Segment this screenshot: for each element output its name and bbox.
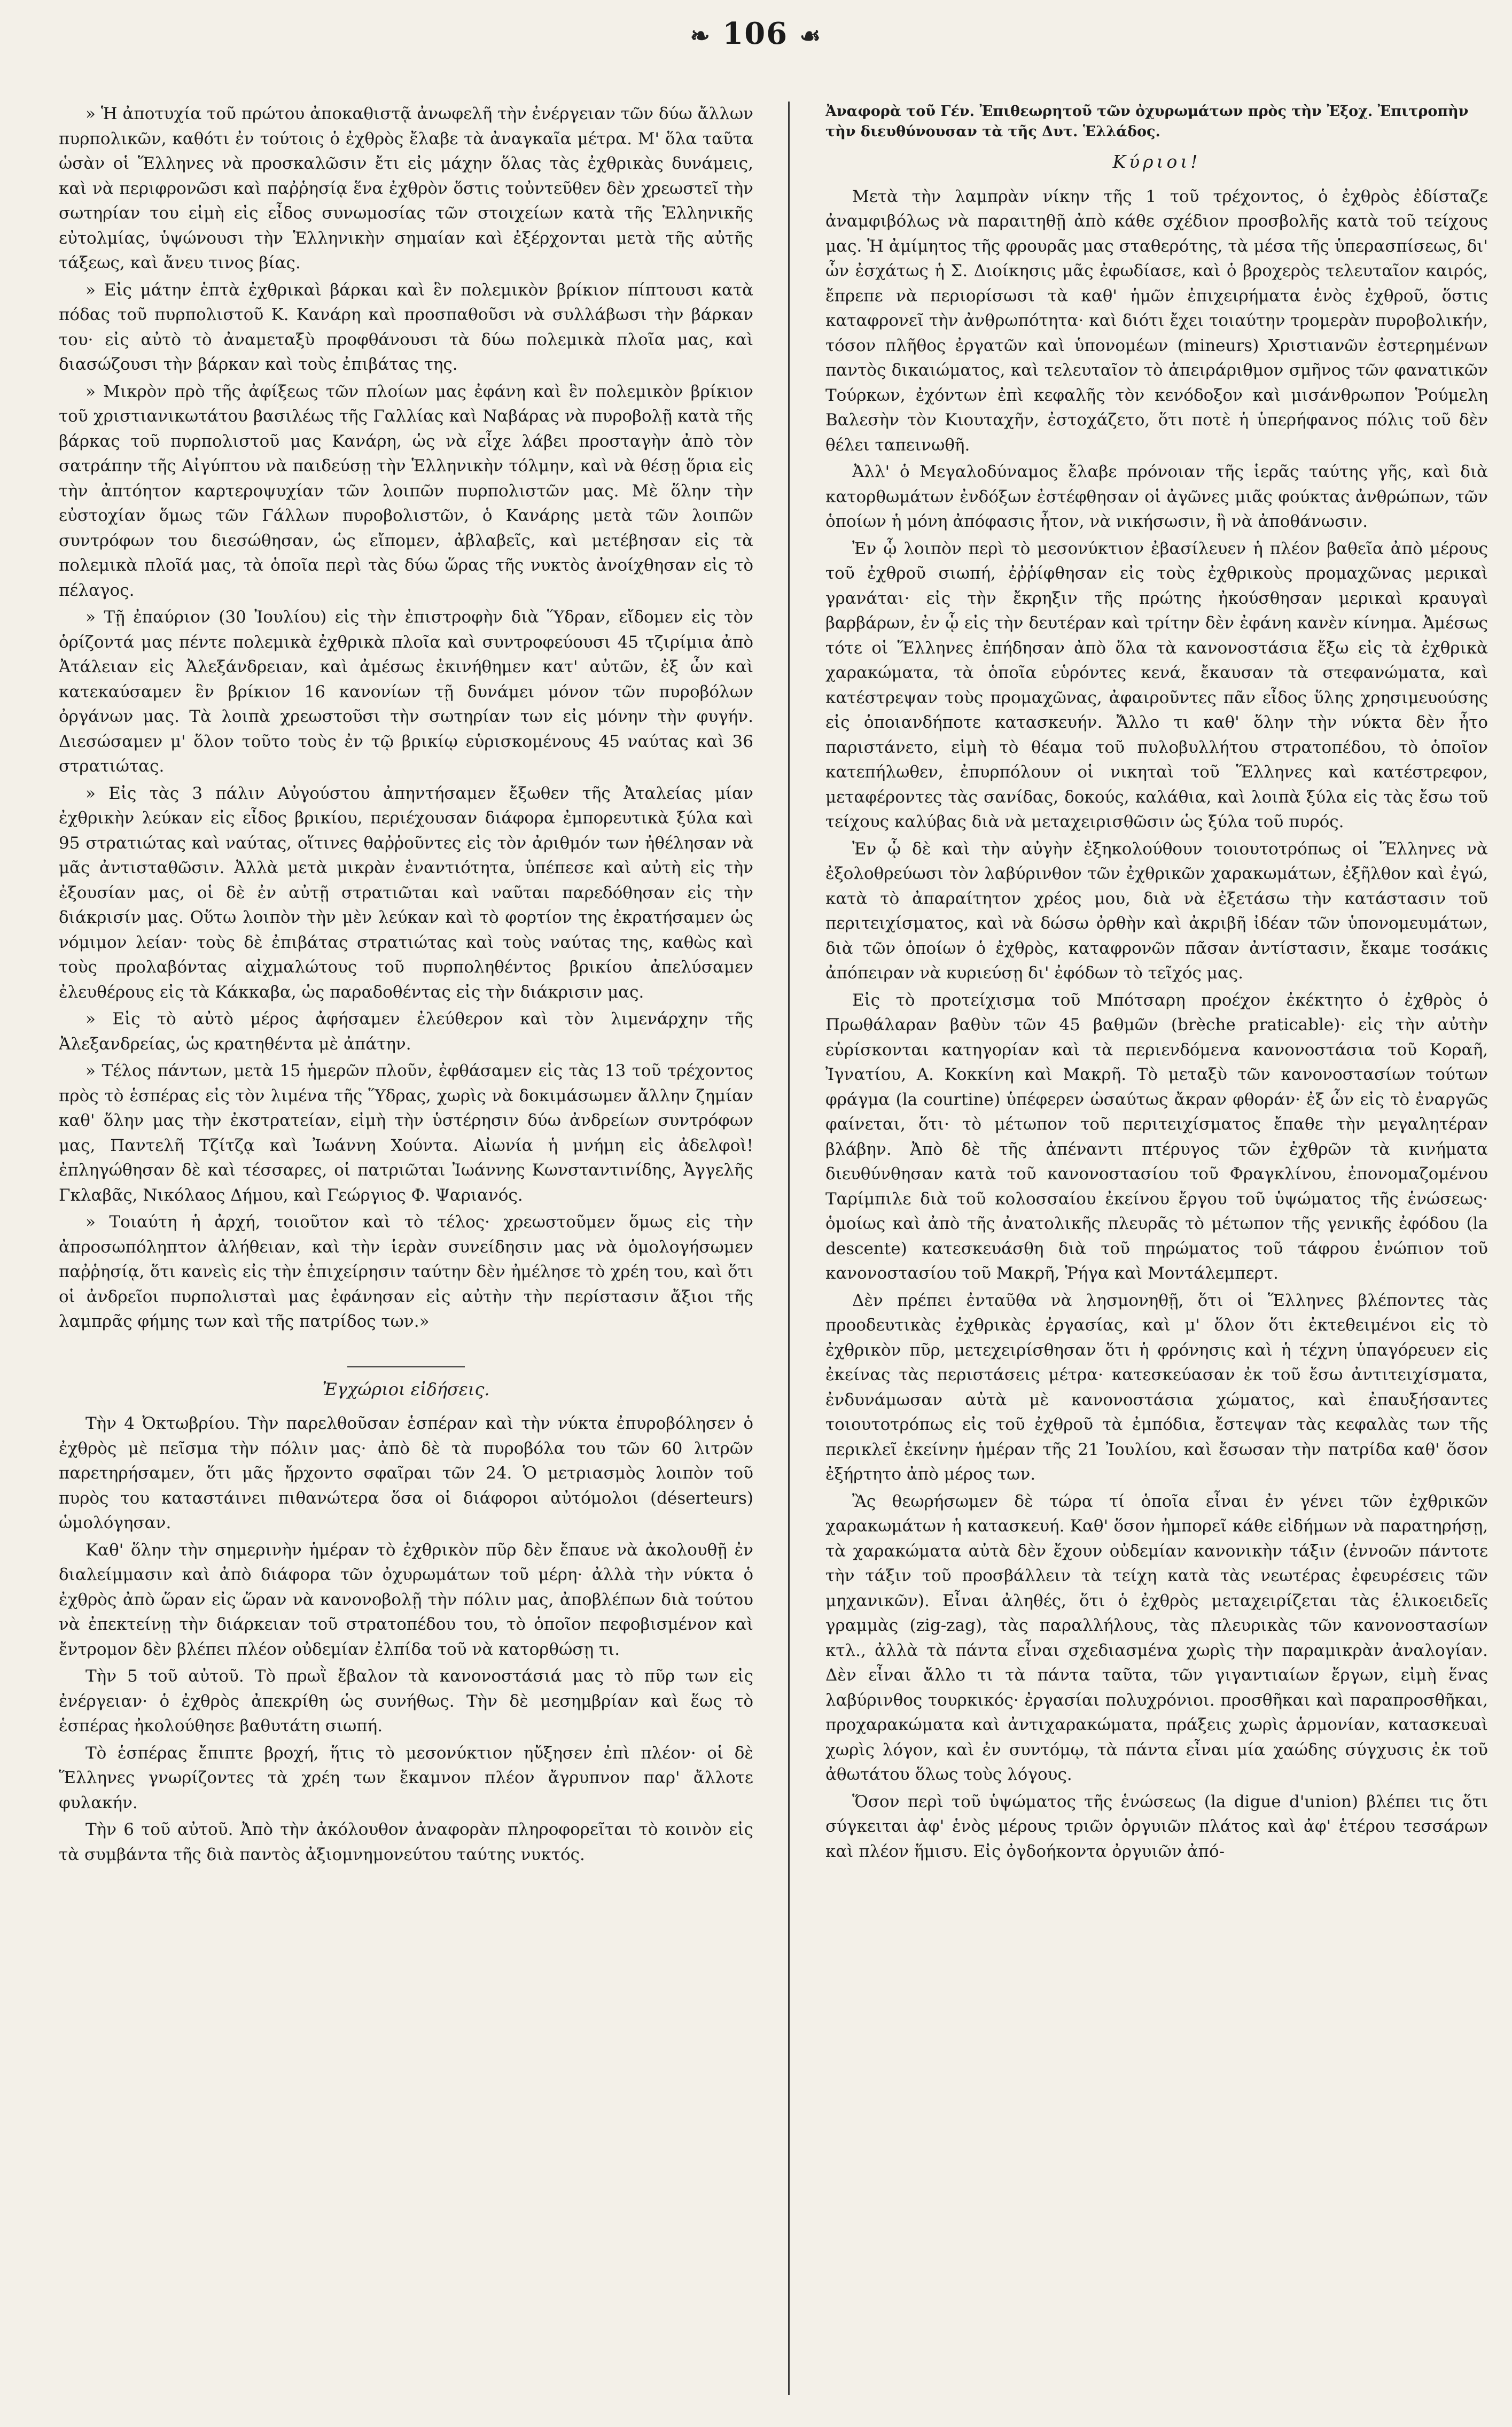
- report-paragraph: Εἰς τὸ προτείχισμα τοῦ Μπότσαρη προέχον ἐκέκτητο ὁ ἐχθρὸς ὁ Πρωθάλαραν βαθὺν τῶν 45 βαθμῶν (brèche praticable)· εἰς τὴν αὐτὴν εὑρίσκονται κατηγορίαν καὶ τὰ περιενδόμενα κανονοστάσια τοῦ Κοραῆ, Ἰγνατίου, Α. Κοκκίνη καὶ Μακρῆ. Τὸ μεταξὺ τῶν κανονοστασίων τούτων φράγμα (la courtine) ὑπέφερεν ὡσαύτως ἄκραν φθοράν· ἐξ ὧν εἰς τὸ ἐναργῶς φαίνεται, ὅτι· τὸ μέτωπον τοῦ περιτειχίσματος ἔπαθε τὴν μεγαλητέραν βλάβην. Ἀπὸ δὲ τῆς ἀπέναντι πτέρυγος τῶν ἐχθρῶν τὰ κινήματα διευθύνθησαν κατὰ τοῦ κανονοστασίου τοῦ Φραγκλίνου, ἐπονομαζομένου Ταρίμπιλε διὰ τοῦ κολοσσαίου ἐκείνου ἔργου τοῦ ὑψώματος τῆς ἑνώσεως· ὁμοίως καὶ ἀπὸ τῆς ἀνατολικῆς πλευρᾶς τὸ μέτωπον τῆς γενικῆς ἐφόδου (la descente) κατεσκευάσθη διὰ τοῦ πηρώματος τοῦ τάφρου ἐνώπιον τοῦ κανονοστασίου τοῦ Μακρῆ, Ῥήγα καὶ Μοντάλεμπερτ.: [825, 990, 1488, 1283]
- report-paragraph: Δὲν πρέπει ἐνταῦθα νὰ λησμονηθῇ, ὅτι οἱ Ἕλληνες βλέποντες τὰς προοδευτικὰς ἐχθρικὰς ἐργασίας, καὶ μ' ὅλον ὅτι ἐκτεθειμένοι εἰς τὸ ἐχθρικὸν πῦρ, μετεχειρίσθησαν ὅτι ἡ φρόνησις καὶ ἡ τέχνη ὑπαγόρευεν εἰς ἐκείνας τὰς περιστάσεις μέτρα· κατεσκεύασαν ἐκ τοῦ ἔσω ἀντιτειχίσματα, ἐνδυνάμωσαν αὐτὰ μὲ κανονοστάσια χώματος, καὶ ἐπαυξήσαντες τοιουτοτρόπως εἰς τοῦ ἐχθροῦ τὰ ἐμπόδια, ἔστεψαν τὰς κεφαλὰς των τῆς περικλεῖ ἐκείνην ἡμέραν τῆς 21 Ἰουλίου, καὶ ἔσωσαν τὴν πατρίδα καθ' ὅσον ἐξήρτητο ἀπὸ μέρος των.: [825, 1290, 1488, 1484]
- page-number: 106: [722, 16, 789, 51]
- report-paragraph: Ἐν ᾧ δὲ καὶ τὴν αὐγὴν ἐξηκολούθουν τοιουτοτρόπως οἱ Ἕλληνες νὰ ἐξολοθρεύωσι τὸν λαβύρινθον τῶν ἐχθρικῶν χαρακωμάτων, ἐξῆλθον καὶ ἐγώ, κατὰ τὸ ἀπαραίτητον χρέος μου, διὰ νὰ ἐξετάσω τὴν κατάστασιν τοῦ περιτειχίσματος, καὶ νὰ δώσω ὀρθὴν καὶ ἀκριβῆ ἰδέαν τῶν ὑπονομευμάτων, διὰ τῶν ὁποίων ὁ ἐχθρὸς, καταφρονῶν πᾶσαν ἀντίστασιν, ἔκαμε τοσάκις ἀπόπειραν νὰ κυριεύσῃ δι' ἐφόδων τὸ τεῖχός μας.: [825, 839, 1488, 983]
- news-paragraph: Τὴν 6 τοῦ αὐτοῦ. Ἀπὸ τὴν ἀκόλουθον ἀναφορὰν πληροφορεῖται τὸ κοινὸν εἰς τὰ συμβάντα τῆς διὰ παντὸς ἀξιομνημονεύτου ταύτης νυκτός.: [59, 1820, 753, 1864]
- salutation: Κύριοι!: [1112, 151, 1201, 172]
- article-paragraph: » Τοιαύτη ἡ ἀρχή, τοιοῦτον καὶ τὸ τέλος· χρεωστοῦμεν ὅμως εἰς τὴν ἀπροσωπόληπτον ἀλήθειαν, καὶ τὴν ἱερὰν συνείδησιν μας νὰ ὁμολογήσωμεν παῤῥησίᾳ, ὅτι κανεὶς εἰς τὴν ἐπιχείρησιν ταύτην δὲν ἠμέλησε τὸ χρέη του, καὶ ὅτι οἱ ἀνδρεῖοι πυρπολισταὶ μας ἐφάνησαν εἰς αὐτὴν τὴν περίστασιν ἄξιοι τῆς λαμπρᾶς φήμης των καὶ τῆς πατρίδος των.»: [59, 1212, 753, 1331]
- report-paragraph: Ἂς θεωρήσωμεν δὲ τώρα τί ὁποῖα εἶναι ἐν γένει τῶν ἐχθρικῶν χαρακωμάτων ἡ κατασκευή. Καθ' ὅσον ἠμπορεῖ κάθε εἰδήμων νὰ παρατηρήσῃ, τὰ χαρακώματα αὐτὰ δὲν ἔχουν οὐδεμίαν κανονικὴν τάξιν (ἐννοῶν πάντοτε τὴν τάξιν τοῦ προσβάλλειν τὰ τείχη κατὰ τὰς νεωτέρας ἐφευρέσεις τῶν μηχανικῶν). Εἶναι ἀληθές, ὅτι ὁ ἐχθρὸς μεταχειρίζεται τὰς ἑλικοειδεῖς γραμμὰς (zig-zag), τὰς παραλλήλους, τὰς πλευρικὰς τῶν κανονοστασίων κτλ., ἀλλὰ τὰ πάντα εἶναι σχεδιασμένα χωρὶς τὴν παραμικρὰν ἀναλογίαν. Δὲν εἶναι ἄλλο τι τὰ πάντα ταῦτα, τῶν γιγαντιαίων ἔργων, εἰμὴ ἕνας λαβύρινθος τουρκικός· ἐργασίαι πολυχρόνιοι. προσθῆκαι καὶ παραπροσθῆκαι, προχαρακώματα καὶ ἀντιχαρακώματα, πράξεις χωρὶς ἁρμονίαν, κατασκευαὶ χωρὶς λόγον, καὶ ἐν συντόμῳ, τὰ πάντα εἶναι μία χαώδης σύγχυσις ἐκ τοῦ ἀθωτάτου ὅλως τοὺς λόγους.: [825, 1491, 1488, 1784]
- report-paragraph: Ὅσον περὶ τοῦ ὑψώματος τῆς ἑνώσεως (la digue d'union) βλέπει τις ὅτι σύγκειται ἀφ' ἑνὸς μέρους τριῶν ὀργυιῶν πλάτος καὶ ἀφ' ἑτέρου τεσσάρων καὶ πλέον ἥμισυ. Εἰς ὀγδοήκοντα ὀργυιῶν ἀπό-: [825, 1792, 1488, 1861]
- ornament-right-icon: ☙: [799, 22, 822, 50]
- report-paragraph: Ἀλλ' ὁ Μεγαλοδύναμος ἔλαβε πρόνοιαν τῆς ἱερᾶς ταύτης γῆς, καὶ διὰ κατορθωμάτων ἐνδόξων ἐστέφθησαν οἱ ἀγῶνες μιᾶς φούκτας ἀνθρώπων, τῶν ὁποίων ἡ μόνη ἀπόφασις ἦτον, νὰ νικήσωσιν, ἢ νὰ ἀποθάνωσιν.: [825, 462, 1488, 531]
- right-column: [825, 102, 1488, 2411]
- article-paragraph: » Εἰς τὸ αὐτὸ μέρος ἀφήσαμεν ἐλεύθερον καὶ τὸν λιμενάρχην τῆς Ἀλεξανδρείας, ὡς κρατηθέντα μὲ ἀπάτην.: [59, 1009, 753, 1054]
- news-paragraph: Τὸ ἑσπέρας ἔπιπτε βροχή, ἥτις τὸ μεσονύκτιον ηὔξησεν ἐπὶ πλέον· οἱ δὲ Ἕλληνες γνωρίζοντες τὰ χρέη των ἔκαμνον πλέον ἄγρυπνον παρ' ἄλλοτε φυλακήν.: [59, 1743, 753, 1813]
- column-divider: [788, 102, 790, 2395]
- article-paragraph: » Τῇ ἐπαύριον (30 Ἰουλίου) εἰς τὴν ἐπιστροφὴν διὰ Ὕδραν, εἴδομεν εἰς τὸν ὁρίζοντά μας πέντε πολεμικὰ ἐχθρικὰ πλοῖα καὶ συντροφεύουσι 45 τζιρίμια ἀπὸ Ἀτάλειαν εἰς Ἀλεξάνδρειαν, καὶ ἀμέσως ἐκινήθημεν κατ' αὐτῶν, ἐξ ὧν καὶ κατεκαύσαμεν ἓν βρίκιον 16 κανονίων τῇ δυνάμει μόνον τῶν πυροβόλων ὀργάνων μας. Τὰ λοιπὰ χρεωστοῦσι τὴν σωτηρίαν των εἰς μόνην τὴν φυγήν. Διεσώσαμεν μ' ὅλον τοῦτο τοὺς ἐν τῷ βρικίῳ εὑρισκομένους 45 ναύτας καὶ 36 στρατιώτας.: [59, 608, 753, 776]
- section-title: Ἐγχώριοι εἰδήσεις.: [59, 1366, 753, 1402]
- news-paragraph: Τὴν 4 Ὀκτωβρίου. Τὴν παρελθοῦσαν ἑσπέραν καὶ τὴν νύκτα ἐπυροβόλησεν ὁ ἐχθρὸς μὲ πεῖσμα τὴν πόλιν μας· ἀπὸ δὲ τὰ πυροβόλα του τῶν 60 λιτρῶν παρετηρήσαμεν, ὅτι μᾶς ἤρχοντο σφαῖραι τῶν 24. Ὁ μετριασμὸς λοιπὸν τοῦ πυρὸς του καταστάινει πιθανώτερα ὅσα οἱ διάφοροι αὐτόμολοι (déserteurs) ὡμολόγησαν.: [59, 1414, 753, 1533]
- article-paragraph: » Εἰς τὰς 3 πάλιν Αὐγούστου ἀπηντήσαμεν ἔξωθεν τῆς Ἀταλείας μίαν ἐχθρικὴν λεύκαν εἰς εἶδος βρικίου, περιέχουσαν διάφορα ἐμπορευτικὰ ξύλα καὶ 95 στρατιώτας καὶ ναύτας, οἵτινες θαῤῥοῦντες εἰς τὸν ἀριθμόν των ἠθέλησαν νὰ μᾶς ἀντισταθῶσιν. Ἀλλὰ μετὰ μικρὰν ἐναντιότητα, ὑπέπεσε καὶ αὐτὴ εἰς τὴν ἐξουσίαν μας, οἱ δὲ ἐν αὐτῇ στρατιῶται καὶ ναῦται παρεδόθησαν εἰς τὴν διάκρισίν μας. Οὕτω λοιπὸν τὴν μὲν λεύκαν καὶ τὸ φορτίον της ἐκρατήσαμεν ὡς νόμιμον λείαν· τοὺς δὲ ἐπιβάτας στρατιώτας καὶ τοὺς ναύτας της, καθὼς καὶ τοὺς προλαβόντας αἰχμαλώτους τοῦ πυρποληθέντος βρικίου ἀπελύσαμεν ἐλευθέρους εἰς τὰ Κάκκαβα, ὡς παραδοθέντας εἰς τὴν διάκρισιν μας.: [59, 783, 753, 1002]
- page-header: [0, 16, 1512, 64]
- report-title: Ἀναφορὰ τοῦ Γέν. Ἐπιθεωρητοῦ τῶν ὀχυρωμάτων πρὸς τὴν Ἐξοχ. Ἐπιτροπὴν τὴν διευθύνουσαν τὰ τῆς Δυτ. Ἑλλάδος.: [825, 103, 1469, 140]
- ornament-left-icon: ❧: [690, 22, 711, 50]
- article-paragraph: » Εἰς μάτην ἑπτὰ ἐχθρικαὶ βάρκαι καὶ ἓν πολεμικὸν βρίκιον πίπτουσι κατὰ πόδας τοῦ πυρπολιστοῦ Κ. Κανάρη καὶ προσπαθοῦσι νὰ συλλάβωσι τὴν βάρκαν του· εἰς αὐτὸ τὸ ἀναμεταξὺ προφθάνουσι τὰ δύω πολεμικὰ πλοῖα μας, καὶ διασώζουσι τὴν βάρκαν καὶ τοὺς ἐπιβάτας της.: [59, 280, 753, 374]
- article-paragraph: » Τέλος πάντων, μετὰ 15 ἡμερῶν πλοῦν, ἐφθάσαμεν εἰς τὰς 13 τοῦ τρέχοντος πρὸς τὸ ἑσπέρας εἰς τὸν λιμένα τῆς Ὕδρας, χωρὶς νὰ δοκιμάσωμεν ἄλλην ζημίαν καθ' ὅλην μας τὴν ἐκστρατείαν, εἰμὴ τὴν ὑστέρησιν δύω ἀνδρείων συντρόφων μας, Παντελῆ Τζίτζᾳ καὶ Ἰωάννη Χούντα. Αἰωνία ἡ μνήμη εἰς ἀδελφοὶ! ἐπληγώθησαν δὲ καὶ τέσσαρες, οἱ πατριῶται Ἰωάννης Κωνσταντινίδης, Ἀγγελῆς Γκλαβᾶς, Νικόλαος Δήμου, καὶ Γεώργιος Φ. Ψαριανός.: [59, 1061, 753, 1205]
- article-paragraph: » Μικρὸν πρὸ τῆς ἀφίξεως τῶν πλοίων μας ἐφάνη καὶ ἓν πολεμικὸν βρίκιον τοῦ χριστιανικωτάτου βασιλέως τῆς Γαλλίας καὶ Ναβάρας νὰ πυροβολῇ κατὰ τῆς βάρκας τοῦ πυρπολιστοῦ μας Κανάρη, ὡς νὰ εἶχε λάβει προσταγὴν ἀπὸ τὸν σατράπην τῆς Αἰγύπτου νὰ παιδεύσῃ τὴν Ἑλληνικὴν τόλμην, καὶ νὰ θέσῃ ὅρια εἰς τὴν ἀπτόητον καρτεροψυχίαν τῶν λοιπῶν πυρπολιστῶν μας. Μὲ ὅλην τὴν εὐστοχίαν ὅμως τῶν Γάλλων πυροβολιστῶν, ὁ Κανάρης μετὰ τῶν λοιπῶν συντρόφων του διεσώθησαν, ὡς εἴπομεν, ἀβλαβεῖς, καὶ μετέβησαν εἰς τὰ πολεμικὰ πλοῖά μας, τὰ ὁποῖα περὶ τὰς δύω ὥρας τῆς νυκτὸς ἀνοίχθησαν εἰς τὸ πέλαγος.: [59, 382, 753, 600]
- left-column: [59, 102, 753, 2411]
- report-paragraph: Ἐν ᾧ λοιπὸν περὶ τὸ μεσονύκτιον ἐβασίλευεν ἡ πλέον βαθεῖα ἀπὸ μέρους τοῦ ἐχθροῦ σιωπή, ἐῤῥίφθησαν εἰς τοὺς ἐχθρικοὺς προμαχῶνας μερικαὶ γρανάται· εἰς τὴν ἔκρηξιν τῆς πρώτης ἠκούσθησαν μερικαὶ κραυγαὶ βαρβάρων, ἐν ᾧ εἰς τὴν δευτέραν καὶ τρίτην δὲν ἐφάνη κανὲν κίνημα. Ἀμέσως τότε οἱ Ἕλληνες ἐπήδησαν ἀπὸ ὅλα τὰ κανονοστάσια ἔξω εἰς τὰ ἐχθρικὰ χαρακώματα, τὰ ὁποῖα εὑρόντες κενά, ἔκαυσαν τὰ στεφανώματα, καὶ κατέστρεψαν τοὺς προμαχῶνας, ἀφαιροῦντες πᾶν εἶδος ὕλης χρησιμευούσης εἰς ὁποιανδήποτε κατασκευήν. Ἄλλο τι καθ' ὅλην τὴν νύκτα δὲν ἦτο παριστάνετο, εἰμὴ τὸ θέαμα τοῦ πυλοβυλλήτου στρατοπέδου, τὸ ὁποῖον κατεπήλωθεν, ἐπυρπόλουν οἱ νικηταὶ τοῦ Ἕλληνες καὶ κατέστρεφον, μεταφέροντες τὰς σανίδας, δοκούς, καλάθια, καὶ λοιπὰ ξύλα εἰς τὰς ἔσω τοῦ τείχους καλύβας διὰ νὰ μεταχειρισθῶσιν ὡς ξύλα τοῦ πυρός.: [825, 539, 1488, 831]
- news-paragraph: Καθ' ὅλην τὴν σημερινὴν ἡμέραν τὸ ἐχθρικὸν πῦρ δὲν ἔπαυε νὰ ἀκολουθῇ ἐν διαλείμμασιν καὶ ἀπὸ διάφορα τῶν ὀχυρωμάτων τοῦ μέρη· ἀλλὰ τὴν νύκτα ὁ ἐχθρὸς ἀπὸ ὥραν εἰς ὥραν νὰ κανονοβολῇ τὴν πόλιν μας, ἀποβλέπων διὰ τούτου νὰ ἐπεκτείνῃ τὴν διάρκειαν τοῦ στρατοπέδου του, τὸ ὁποῖον πεφοβισμένον καὶ ἔντρομον δὲν βλέπει πλέον οὐδεμίαν ἐλπίδα τοῦ νὰ κατορθώσῃ τι.: [59, 1540, 753, 1659]
- report-paragraph: Μετὰ τὴν λαμπρὰν νίκην τῆς 1 τοῦ τρέχοντος, ὁ ἐχθρὸς ἐδίσταζε ἀναμφιβόλως νὰ παραιτηθῇ ἀπὸ κάθε σχέδιον προσβολῆς κατὰ τοῦ τείχους μας. Ἡ ἀμίμητος τῆς φρουρᾶς μας σταθερότης, τὰ μέσα τῆς ὑπερασπίσεως, δι' ὧν ἐσχάτως ἡ Σ. Διοίκησις μᾶς ἐφωδίασε, καὶ ὁ βροχερὸς τελευταῖον καιρός, ἔπρεπε νὰ περιορίσωσι τὰ καθ' ἡμῶν ἐπιχειρήματα ἑνὸς ἐχθροῦ, ὅστις καταφρονεῖ τὴν ἀνθρωπότητα· καὶ διότι ἔχει τοιαύτην τρομερὰν πυροβολικήν, τόσον πλῆθος ἐργατῶν καὶ ὑπονομέων (mineurs) Χριστιανῶν ἐστερημένων παντὸς δικαιώματος, καὶ τελευταῖον τὸ ἀπειράριθμον σμῆνος τῶν φανατικῶν Τούρκων, ἐχόντων ἐπὶ κεφαλῆς τὸν κενόδοξον καὶ μισάνθρωπον Ῥούμελη Βαλεσὴν τὸν Κιουταχῆν, ἐστοχάζετο, ὅτι ποτὲ ἡ ὑπερήφανος πόλις τοῦ δὲν θέλει ταπεινωθῆ.: [825, 186, 1488, 455]
- article-paragraph: » Ἡ ἀποτυχία τοῦ πρώτου ἀποκαθιστᾷ ἀνωφελῆ τὴν ἐνέργειαν τῶν δύω ἄλλων πυρπολικῶν, καθότι ἐν τούτοις ὁ ἐχθρὸς ἔλαβε τὰ ἀναγκαῖα μέτρα. Μ' ὅλα ταῦτα ὡσὰν οἱ Ἕλληνες νὰ προσκαλῶσιν ἔτι εἰς μάχην ὅλας τὰς ἐχθρικὰς δυνάμεις, καὶ νὰ περιφρονῶσι καὶ παῤῥησίᾳ ἕνα ἐχθρὸν ὅστις τοὐντεῦθεν δὲν χρεωστεῖ τὴν σωτηρίαν του εἰμὴ εἰς εἶδος συνωμοσίας τῶν στοιχείων κατὰ τῆς Ἑλληνικῆς εὐτολμίας, ὑψώνουσι τὴν Ἑλληνικὴν σημαίαν καὶ ἐξέρχονται μετὰ τῆς αὐτῆς τάξεως, καὶ ἄνευ τινος βίας.: [59, 104, 753, 273]
- news-paragraph: Τὴν 5 τοῦ αὐτοῦ. Τὸ πρωῒ ἔβαλον τὰ κανονοστάσιά μας τὸ πῦρ των εἰς ἐνέργειαν· ὁ ἐχθρὸς ἀπεκρίθη ὡς συνήθως. Τὴν δὲ μεσημβρίαν καὶ ἕως τὸ ἑσπέρας ἠκολούθησε βαθυτάτη σιωπή.: [59, 1667, 753, 1736]
